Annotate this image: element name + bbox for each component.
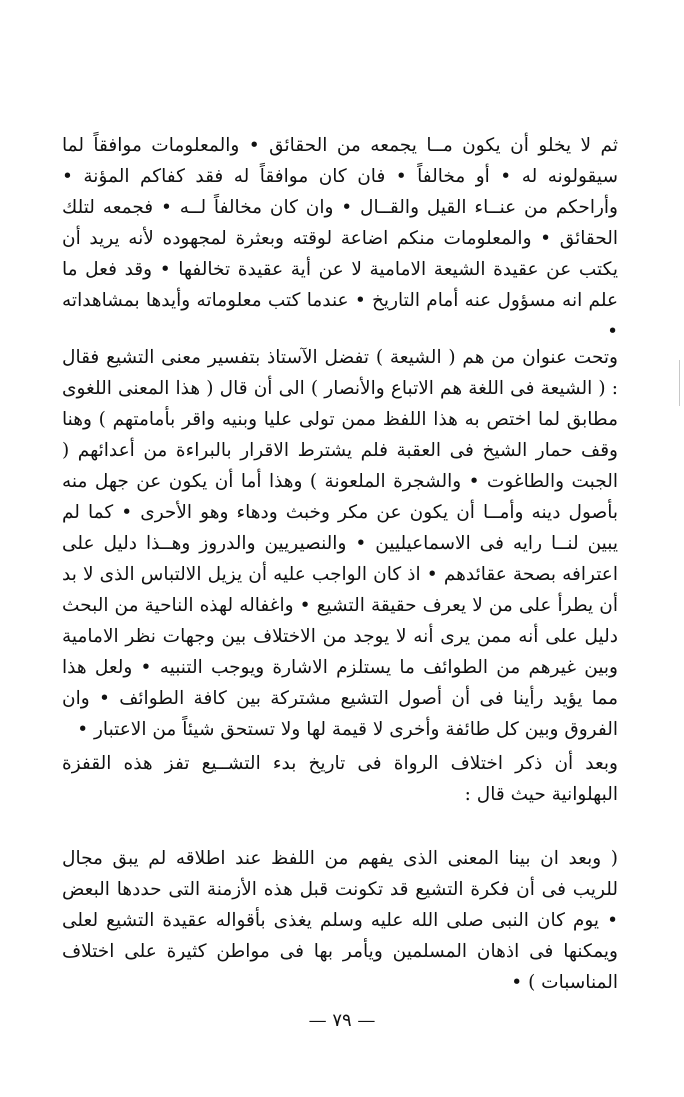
paragraph-1: ثم لا يخلو أن يكون مــا يجمعه من الحقائق • والمعلومات موافقاً لما سيقولونه له • أو مخالفاً • فان كان موافقاً له فقد كفاكم المؤنة • وأراحكم من عنــاء القيل والقــال • وان كان مخالفاً لــه • فجمعه لتلك الحقائق • والمعلومات منكم اضاعة لوقته وبعثرة لمجهوده لأنه يريد أن يكتب عن عقيدة الشيعة الامامية لا عن أية عقيدة تخالفها • وقد فعل ما علم انه مسؤول عنه أمام التاريخ • عندما كتب معلوماته وأيدها بمشاهداته •: [62, 135, 618, 342]
paragraph-4-quotation: ( وبعد ان بينا المعنى الذى يفهم من اللفظ عند اطلاقه لم يبق مجال للريب فى أن فكرة التشيع قد تكونت قبل هذه الأزمنة التى حددها البعض • يوم كان النبى صلى الله عليه وسلم يغذى بأقواله عقيدة التشيع لعلى ويمكنها فى اذهان المسلمين ويأمر بها فى مواطن كثيرة على اختلاف المناسبات ) •: [62, 848, 618, 993]
paragraph-2: وتحت عنوان من هم ( الشيعة ) تفضل الآستاذ بتفسير معنى التشيع فقال : ( الشيعة فى اللغة هم الاتباع والأنصار ) الى أن قال ( هذا المعنى اللغوى مطابق لما اختص به هذا اللفظ ممن تولى عليا وبنيه واقر بأمامتهم ) وهنا وقف حمار الشيخ فى العقبة فلم يشترط الاقرار بالبراءة من أعدائهم ( الجبت والطاغوت • والشجرة الملعونة ) وهذا أما أن يكون عن جهل منه بأصول دينه وأمــا أن يكون عن مكر وخبث ودهاء وهو الأحرى • كما لم يبين لنــا رايه فى الاسماعيليين • والنصيريين والدروز وهــذا دليل على اعترافه بصحة عقائدهم • اذ كان الواجب عليه أن يزيل الالتباس الذى لا بد أن يطرأ على من لا يعرف حقيقة التشيع • واغفاله لهذه الناحية من البحث دليل على أنه ممن يرى أنه لا يوجد من الاختلاف بين وجهات نظر الامامية وبين غيرهم من الطوائف ما يستلزم الاشارة ويوجب التنبيه • ولعل هذا مما يؤيد رأينا فى أن أصول التشيع مشتركة بين كافة الطوائف • وان الفروق وبين كل طائفة وأخرى لا قيمة لها ولا تستحق شيئاً من الاعتبار •: [62, 347, 618, 740]
paragraph-3: وبعد أن ذكر اختلاف الرواة فى تاريخ بدء التشــيع تفز هذه القفزة البهلوانية حيث قال :: [62, 753, 618, 805]
page-number: — ٧٩ —: [308, 1010, 376, 1031]
scan-edge-mark: [679, 360, 680, 406]
